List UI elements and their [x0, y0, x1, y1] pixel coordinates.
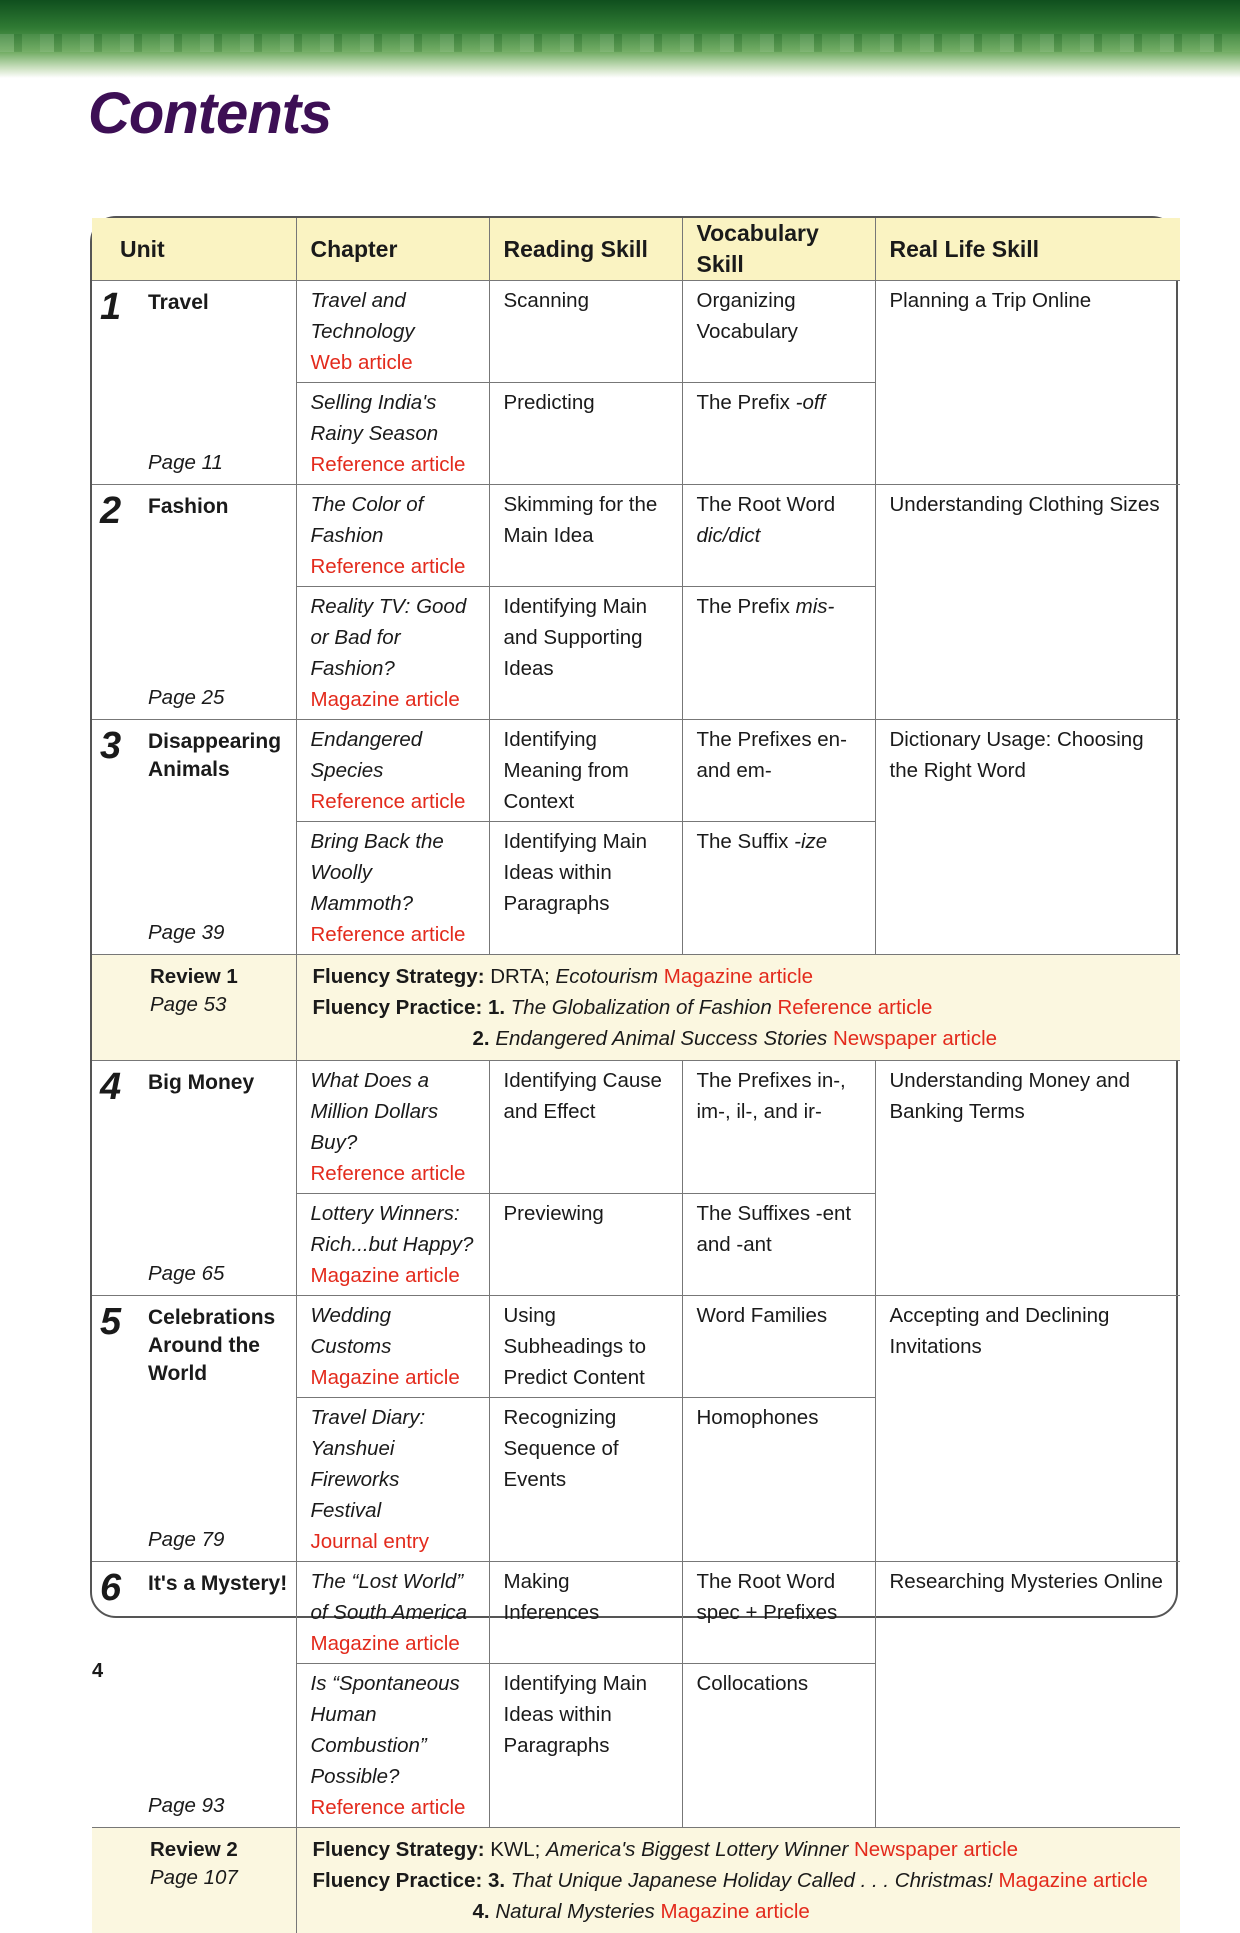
vocabulary-skill-cell	[682, 485, 875, 587]
unit-page: Page 11	[148, 447, 223, 478]
vocab-italic: -ize	[794, 830, 827, 853]
vocab-text: Organizing Vocabulary	[697, 289, 798, 343]
vocabulary-skill-cell	[682, 1296, 875, 1398]
review-1-row	[92, 955, 1180, 1061]
chapter-type: Magazine article	[311, 1260, 475, 1291]
reading-skill-cell: Predicting	[489, 383, 682, 485]
unit-number: 2	[100, 491, 121, 531]
fluency-strategy-title: America's Biggest Lottery Winner	[546, 1838, 848, 1861]
vocab-italic: -off	[796, 391, 826, 414]
practice-type: Magazine article	[655, 1900, 810, 1923]
fluency-practice-label: Fluency Practice:	[313, 1869, 483, 1892]
review-1-cell	[92, 955, 296, 1061]
unit-name: It's a Mystery!	[148, 1570, 308, 1598]
fluency-strategy-method: KWL;	[485, 1838, 547, 1861]
header-reading-skill: Reading Skill	[489, 218, 682, 281]
review-page: Page 53	[150, 989, 226, 1020]
practice-type: Magazine article	[993, 1869, 1148, 1892]
chapter-cell	[296, 1296, 489, 1398]
unit-number: 6	[100, 1568, 121, 1608]
unit-1-chapter-1-row	[92, 281, 1180, 383]
chapter-type: Web article	[311, 347, 475, 378]
real-life-skill-cell: Dictionary Usage: Choosing the Right Word	[875, 720, 1180, 955]
chapter-type: Reference article	[311, 786, 475, 817]
practice-title: That Unique Japanese Holiday Called . . . Christmas!	[511, 1869, 993, 1892]
fluency-practice-label: Fluency Practice:	[313, 996, 483, 1019]
page-number: 4	[92, 1660, 103, 1683]
vocabulary-skill-cell	[682, 822, 875, 955]
review-name: Review 2	[150, 1834, 238, 1865]
review-details	[296, 1828, 1180, 1933]
chapter-title: The “Lost World” of South America	[311, 1566, 475, 1628]
unit-2-cell	[92, 485, 296, 720]
chapter-title: The Color of Fashion	[311, 489, 475, 551]
vocabulary-skill-cell	[682, 383, 875, 485]
chapter-cell	[296, 1061, 489, 1194]
fluency-strategy-label: Fluency Strategy:	[313, 1838, 485, 1861]
vocabulary-skill-cell	[682, 1061, 875, 1194]
unit-name: Fashion	[148, 493, 308, 521]
chapter-title: Lottery Winners: Rich...but Happy?	[311, 1198, 475, 1260]
real-life-skill-cell: Planning a Trip Online	[875, 281, 1180, 485]
chapter-cell	[296, 720, 489, 822]
chapter-title: Wedding Customs	[311, 1300, 475, 1362]
chapter-type: Reference article	[311, 551, 475, 582]
chapter-title: Travel Diary: Yanshuei Fireworks Festival	[311, 1402, 475, 1526]
review-2-cell	[92, 1828, 296, 1933]
vocab-text: Word Families	[697, 1304, 828, 1327]
reading-skill-cell: Identifying Main and Supporting Ideas	[489, 587, 682, 720]
unit-6-chapter-1-row	[92, 1562, 1180, 1664]
unit-2-chapter-1-row	[92, 485, 1180, 587]
vocab-text: The Root Word	[697, 493, 836, 516]
contents-table	[90, 216, 1178, 1618]
review-name: Review 1	[150, 961, 238, 992]
chapter-title: Reality TV: Good or Bad for Fashion?	[311, 591, 475, 684]
chapter-type: Magazine article	[311, 1362, 475, 1393]
vocab-text: The Suffix	[697, 830, 795, 853]
unit-number: 5	[100, 1302, 121, 1342]
vocabulary-skill-cell	[682, 1194, 875, 1296]
chapter-type: Magazine article	[311, 684, 475, 715]
fluency-strategy	[313, 961, 1165, 992]
chapter-cell	[296, 383, 489, 485]
chapter-title: What Does a Million Dollars Buy?	[311, 1065, 475, 1158]
fluency-practice-1	[313, 1865, 1165, 1896]
unit-page: Page 39	[148, 917, 224, 948]
fluency-practice-2	[313, 1023, 1165, 1054]
practice-num: 1.	[488, 996, 505, 1019]
practice-title: The Globalization of Fashion	[511, 996, 772, 1019]
vocab-text: The Prefixes in-, im-, il-, and ir-	[697, 1069, 846, 1123]
unit-number: 3	[100, 726, 121, 766]
unit-name: Celebrations Around the World	[148, 1304, 308, 1388]
practice-num: 2.	[473, 1027, 490, 1050]
header-banner	[0, 0, 1240, 78]
unit-page: Page 25	[148, 682, 224, 713]
unit-4-cell	[92, 1061, 296, 1296]
chapter-cell	[296, 1664, 489, 1828]
chapter-type: Journal entry	[311, 1526, 475, 1557]
unit-number: 4	[100, 1067, 121, 1107]
unit-name: Disappearing Animals	[148, 728, 308, 784]
vocab-text: Homophones	[697, 1406, 819, 1429]
vocab-text: The Prefix	[697, 595, 796, 618]
chapter-title: Selling India's Rainy Season	[311, 387, 475, 449]
unit-5-cell	[92, 1296, 296, 1562]
reading-skill-cell: Using Subheadings to Predict Content	[489, 1296, 682, 1398]
fluency-strategy-type: Newspaper article	[848, 1838, 1018, 1861]
chapter-type: Reference article	[311, 1158, 475, 1189]
chapter-type: Reference article	[311, 449, 475, 480]
reading-skill-cell: Previewing	[489, 1194, 682, 1296]
header-row	[92, 218, 1180, 281]
unit-name: Big Money	[148, 1069, 308, 1097]
chapter-cell	[296, 1562, 489, 1664]
practice-type: Reference article	[772, 996, 933, 1019]
unit-6-cell	[92, 1562, 296, 1828]
vocab-italic: dic/dict	[697, 524, 761, 547]
real-life-skill-cell: Understanding Money and Banking Terms	[875, 1061, 1180, 1296]
chapter-cell	[296, 587, 489, 720]
vocabulary-skill-cell	[682, 1398, 875, 1562]
reading-skill-cell: Identifying Meaning from Context	[489, 720, 682, 822]
fluency-strategy-label: Fluency Strategy:	[313, 965, 485, 988]
practice-num: 4.	[473, 1900, 490, 1923]
vocabulary-skill-cell	[682, 720, 875, 822]
header-unit: Unit	[92, 218, 296, 281]
chapter-title: Bring Back the Woolly Mammoth?	[311, 826, 475, 919]
unit-4-chapter-1-row	[92, 1061, 1180, 1194]
chapter-type: Magazine article	[311, 1628, 475, 1659]
fluency-practice-1	[313, 992, 1165, 1023]
review-2-row	[92, 1828, 1180, 1933]
vocabulary-skill-cell	[682, 587, 875, 720]
fluency-practice-2	[313, 1896, 1165, 1927]
header-vocabulary-skill: Vocabulary Skill	[682, 218, 875, 281]
vocab-text: The Prefix	[697, 391, 796, 414]
fluency-strategy	[313, 1834, 1165, 1865]
practice-type: Newspaper article	[827, 1027, 997, 1050]
vocab-text: The Suffixes -ent and -ant	[697, 1202, 852, 1256]
practice-num: 3.	[488, 1869, 505, 1892]
chapter-cell	[296, 822, 489, 955]
unit-page: Page 93	[148, 1790, 224, 1821]
unit-number: 1	[100, 287, 121, 327]
unit-page: Page 65	[148, 1258, 224, 1289]
reading-skill-cell: Making Inferences	[489, 1562, 682, 1664]
review-details	[296, 955, 1180, 1061]
fluency-strategy-type: Magazine article	[658, 965, 813, 988]
real-life-skill-cell: Accepting and Declining Invitations	[875, 1296, 1180, 1562]
practice-title: Natural Mysteries	[495, 1900, 655, 1923]
reading-skill-cell: Identifying Cause and Effect	[489, 1061, 682, 1194]
unit-3-chapter-1-row	[92, 720, 1180, 822]
header-real-life-skill: Real Life Skill	[875, 218, 1180, 281]
chapter-title: Endangered Species	[311, 724, 475, 786]
vocabulary-skill-cell	[682, 1562, 875, 1664]
reading-skill-cell: Identifying Main Ideas within Paragraphs	[489, 822, 682, 955]
reading-skill-cell: Skimming for the Main Idea	[489, 485, 682, 587]
header-chapter: Chapter	[296, 218, 489, 281]
reading-skill-cell: Recognizing Sequence of Events	[489, 1398, 682, 1562]
unit-name: Travel	[148, 289, 308, 317]
real-life-skill-cell: Understanding Clothing Sizes	[875, 485, 1180, 720]
chapter-type: Reference article	[311, 919, 475, 950]
chapter-title: Travel and Technology	[311, 285, 475, 347]
real-life-skill-cell: Researching Mysteries Online	[875, 1562, 1180, 1828]
unit-1-cell	[92, 281, 296, 485]
chapter-cell	[296, 1194, 489, 1296]
chapter-type: Reference article	[311, 1792, 475, 1823]
practice-title: Endangered Animal Success Stories	[495, 1027, 827, 1050]
vocab-text: Collocations	[697, 1672, 809, 1695]
reading-skill-cell: Identifying Main Ideas within Paragraphs	[489, 1664, 682, 1828]
chapter-cell	[296, 1398, 489, 1562]
fluency-strategy-title: Ecotourism	[556, 965, 659, 988]
page-title: Contents	[88, 80, 331, 147]
chapter-cell	[296, 485, 489, 587]
fluency-strategy-method: DRTA;	[485, 965, 556, 988]
chapter-cell	[296, 281, 489, 383]
vocab-italic: mis-	[796, 595, 835, 618]
vocabulary-skill-cell	[682, 281, 875, 383]
vocabulary-skill-cell	[682, 1664, 875, 1828]
reading-skill-cell: Scanning	[489, 281, 682, 383]
review-page: Page 107	[150, 1862, 238, 1893]
unit-5-chapter-1-row	[92, 1296, 1180, 1398]
vocab-text: The Prefixes en- and em-	[697, 728, 847, 782]
unit-3-cell	[92, 720, 296, 955]
unit-page: Page 79	[148, 1524, 224, 1555]
chapter-title: Is “Spontaneous Human Combustion” Possible?	[311, 1668, 475, 1792]
vocab-text: The Root Word spec + Prefixes	[697, 1570, 838, 1624]
